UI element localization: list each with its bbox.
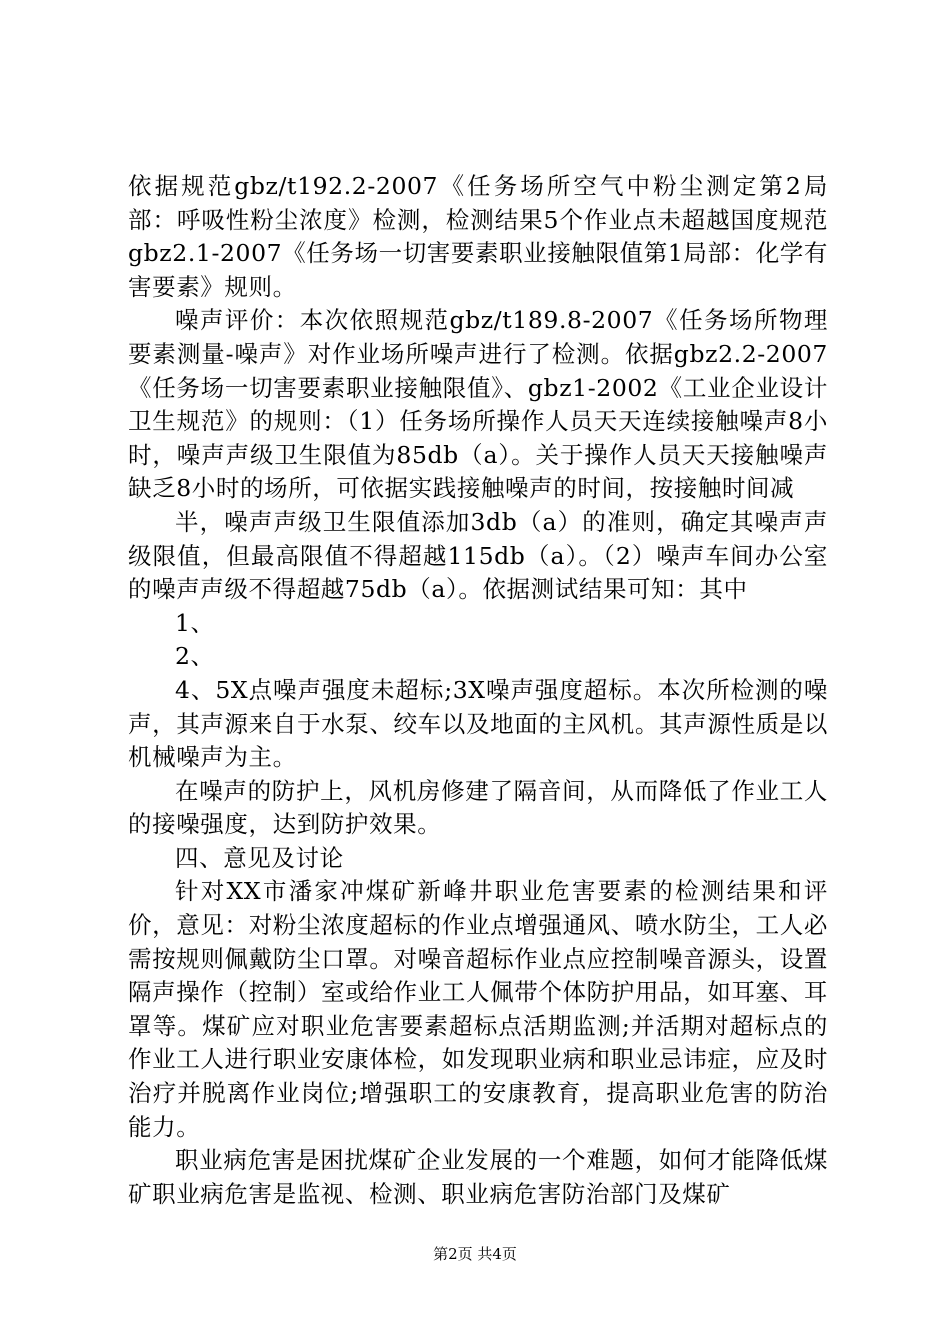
document-body bbox=[128, 170, 828, 1211]
paragraph-conclusion: 职业病危害是困扰煤矿企业发展的一个难题，如何才能降低煤矿职业病危害是监视、检测、职业病危害防治部门及煤矿 bbox=[128, 1146, 828, 1208]
list-item-1: 1、 bbox=[175, 608, 215, 637]
paragraph-noise-protection: 在噪声的防护上，风机房修建了隔音间，从而降低了作业工人的接噪强度，达到防护效果。 bbox=[128, 776, 828, 839]
paragraph-recommendations: 针对XX市潘家冲煤矿新峰井职业危害要素的检测结果和评价，意见：对粉尘浓度超标的作业点增强通风、喷水防尘，工人必需按规则佩戴防尘口罩。对噪音超标作业点应控制噪音源头，设置隔声操作（控制）室或给作业工人佩带个体防护用品，如耳塞、耳罩等。煤矿应对职业危害要素超标点活期监测;并活期对超标点的作业工人进行职业安康体检，如发现职业病和职业忌讳症，应及时治疗并脱离作业岗位;增强职工的安康教育，提高职业危害的防治能力。 bbox=[128, 877, 828, 1141]
paragraph-noise-results: 4、5X点噪声强度未超标;3X噪声强度超标。本次所检测的噪声，其声源来自于水泵、绞车以及地面的主风机。其声源性质是以机械噪声为主。 bbox=[128, 675, 828, 772]
list-item-2: 2、 bbox=[175, 642, 215, 671]
section-heading-opinions: 四、意见及讨论 bbox=[175, 843, 344, 872]
paragraph-noise-limits: 半，噪声声级卫生限值添加3db（a）的准则，确定其噪声声级限值，但最高限值不得超越115db（a）。（2）噪声车间办公室的噪声声级不得超越75db（a）。依据测试结果可知：其中 bbox=[128, 507, 828, 604]
page-footer: 第2页 共4页 bbox=[433, 1245, 517, 1263]
paragraph-dust-standard: 依据规范gbz/t192.2-2007《任务场所空气中粉尘测定第2局部：呼吸性粉尘浓度》检测，检测结果5个作业点未超越国度规范gbz2.1-2007《任务场一切害要素职业接触限值第1局部：化学有害要素》规则。 bbox=[128, 172, 828, 301]
paragraph-noise-evaluation: 噪声评价：本次依照规范gbz/t189.8-2007《任务场所物理要素测量-噪声》对作业场所噪声进行了检测。依据gbz2.2-2007《任务场一切害要素职业接触限值》、gbz1-2002《工业企业设计卫生规范》的规则：（1）任务场所操作人员天天连续接触噪声8小时，噪声声级卫生限值为85db（a）。关于操作人员天天接触噪声缺乏8小时的场所，可依据实践接触噪声的时间，按接触时间减 bbox=[128, 306, 828, 503]
